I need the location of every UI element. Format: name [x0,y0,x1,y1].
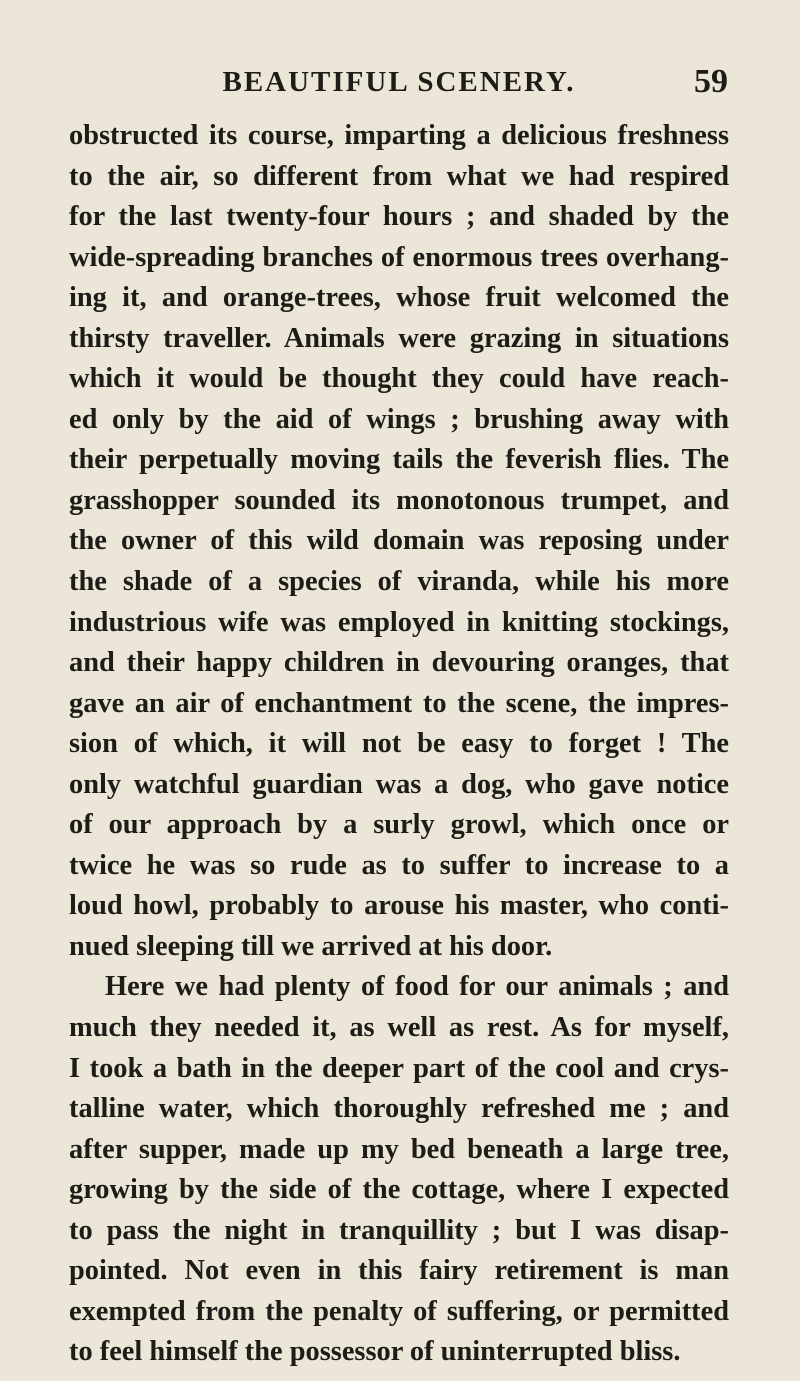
text-line: obstructed its course, imparting a delicious freshness [69,120,729,151]
text-line: grasshopper sounded its monotonous trumpet, and [69,484,729,516]
text-line: loud howl, probably to arouse his master, who conti- [69,890,729,922]
text-line: after supper, made up my bed beneath a large tree, [69,1133,729,1165]
text-line: and their happy children in devouring oranges, that [69,647,729,679]
text-line: nued sleeping till we arrived at his door. [69,930,553,962]
text-line: for the last twenty-four hours ; and shaded by the [69,201,729,233]
text-line: Here we had plenty of food for our animals ; and [105,971,729,1003]
text-line: the owner of this wild domain was reposing under [69,525,729,557]
text-line: which it would be thought they could have reach- [69,363,729,395]
text-line: growing by the side of the cottage, where I expected [69,1174,729,1206]
text-line: sion of which, it will not be easy to forget ! The [69,728,729,760]
text-line: exempted from the penalty of suffering, or permitted [69,1295,729,1327]
text-line: thirsty traveller. Animals were grazing in situations [69,322,729,354]
page-number: 59 [694,63,728,100]
text-line: ing it, and orange-trees, whose fruit welcomed the [69,282,729,314]
text-line: gave an air of enchantment to the scene, the impres- [69,687,729,719]
text-line: to feel himself the possessor of uninterrupted bliss. [69,1336,681,1368]
text-line: the shade of a species of viranda, while his more [69,566,729,598]
text-line: of our approach by a surly growl, which once or [69,809,729,841]
text-line: wide-spreading branches of enormous trees overhang- [69,241,729,273]
running-header [70,62,728,102]
text-line: pointed. Not even in this fairy retirement is man [69,1255,729,1287]
running-title: BEAUTIFUL SCENERY. [222,66,576,98]
body-text [69,116,729,1373]
text-line: ed only by the aid of wings ; brushing away with [69,403,729,435]
text-line: to the air, so different from what we had respired [69,160,729,192]
text-line: talline water, which thoroughly refreshed me ; and [69,1093,729,1125]
text-line: twice he was so rude as to suffer to increase to a [69,849,729,881]
text-line: I took a bath in the deeper part of the cool and crys- [69,1052,729,1084]
text-line: industrious wife was employed in knitting stockings, [69,606,729,638]
text-line: much they needed it, as well as rest. As for myself, [69,1012,729,1044]
text-line: only watchful guardian was a dog, who gave notice [69,768,729,800]
text-line: their perpetually moving tails the feverish flies. The [69,444,729,476]
text-line: to pass the night in tranquillity ; but I was disap- [69,1214,729,1246]
